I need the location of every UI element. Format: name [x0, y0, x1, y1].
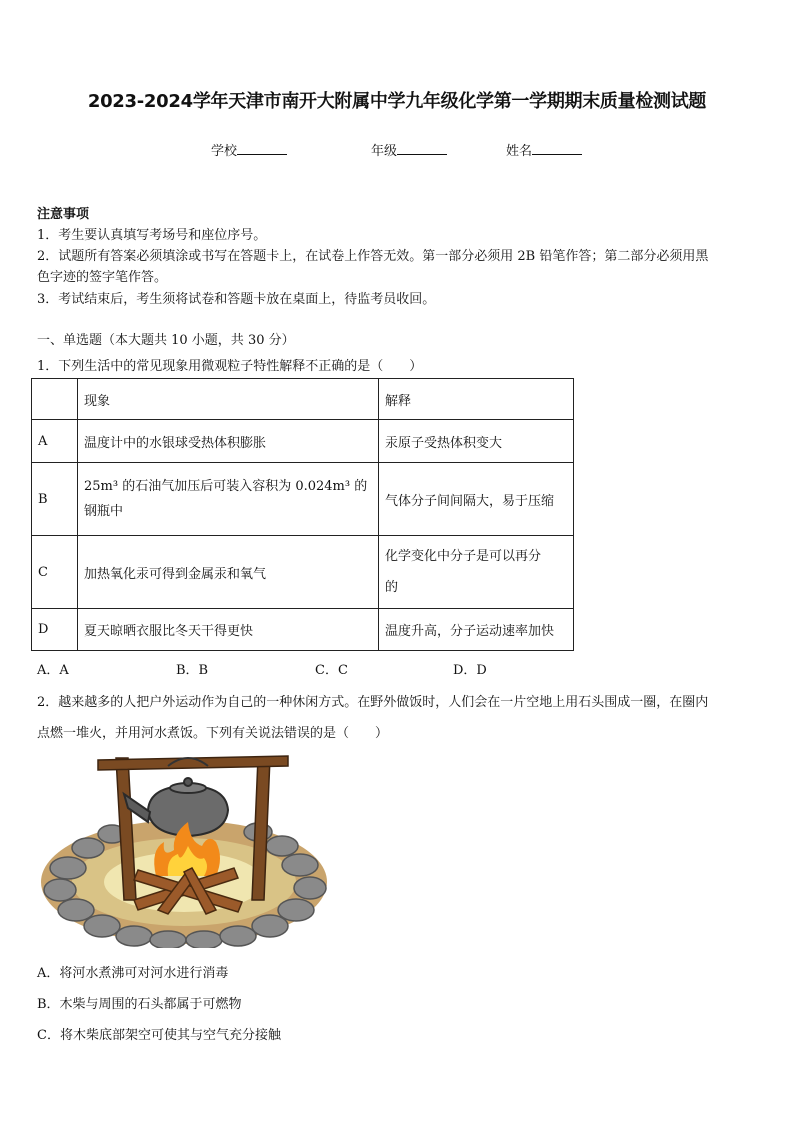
name-label: 姓名 — [506, 144, 533, 159]
table-row — [32, 609, 574, 651]
row-phenomenon: 温度计中的水银球受热体积膨胀 — [78, 420, 379, 463]
table-row — [32, 463, 574, 536]
row-phenomenon: 加热氧化汞可得到金属汞和氧气 — [78, 536, 379, 609]
grade-field — [371, 140, 447, 159]
question-2-option-c: C．将木柴底部架空可使其与空气充分接触 — [37, 1028, 281, 1043]
question-1-option-c: C．C — [315, 663, 348, 678]
notes-item-2-line-1: 2．试题所有答案必须填涂或书写在答题卡上，在试卷上作答无效。第一部分必须用 2B 铅笔作答；第二部分必须用黑 — [37, 249, 709, 264]
grade-label: 年级 — [371, 144, 398, 159]
question-1-option-d: D．D — [453, 663, 487, 678]
school-blank — [237, 142, 287, 155]
question-2-stem-line-2: 点燃一堆火，并用河水煮饭。下列有关说法错误的是（ ） — [37, 726, 389, 741]
question-1-table — [31, 378, 574, 651]
table-header-phenomenon: 现象 — [78, 379, 379, 420]
table-header-explanation: 解释 — [379, 379, 574, 420]
notes-item-2-line-2: 色字迹的签字笔作答。 — [37, 270, 168, 285]
name-field — [506, 140, 582, 159]
question-2-option-a: A．将河水煮沸可对河水进行消毒 — [37, 966, 229, 981]
row-explanation-line: 的 — [385, 580, 399, 595]
row-phenomenon — [78, 463, 379, 536]
table-row — [32, 420, 574, 463]
notes-heading: 注意事项 — [37, 207, 90, 222]
notes-item-3: 3．考试结束后，考生须将试卷和答题卡放在桌面上，待监考员收回。 — [37, 292, 436, 307]
school-field — [211, 140, 287, 159]
row-phenomenon-line: 钢瓶中 — [84, 504, 124, 519]
question-1-option-a: A．A — [37, 663, 69, 678]
campfire-illustration — [38, 750, 330, 948]
row-phenomenon-line: 25m³ 的石油气加压后可装入容积为 0.024m³ 的 — [84, 479, 368, 494]
question-1-stem: 1．下列生活中的常见现象用微观粒子特性解释不正确的是（ ） — [37, 359, 423, 374]
row-phenomenon: 夏天晾晒衣服比冬天干得更快 — [78, 609, 379, 651]
row-explanation: 气体分子间间隔大，易于压缩 — [379, 463, 574, 536]
school-label: 学校 — [211, 144, 238, 159]
row-explanation: 温度升高，分子运动速率加快 — [379, 609, 574, 651]
table-header-row — [32, 379, 574, 420]
row-label: D — [32, 609, 78, 651]
question-2-option-b: B．木柴与周围的石头都属于可燃物 — [37, 997, 242, 1012]
row-explanation-line: 化学变化中分子是可以再分 — [385, 549, 542, 564]
question-2-stem-line-1: 2．越来越多的人把户外运动作为自己的一种休闲方式。在野外做饭时，人们会在一片空地上用石头围成一圈，在圈内 — [37, 695, 709, 710]
table-header-cell — [32, 379, 78, 420]
row-explanation — [379, 536, 574, 609]
notes-item-1: 1．考生要认真填写考场号和座位序号。 — [37, 228, 267, 243]
section-heading: 一、单选题（本大题共 10 小题，共 30 分） — [37, 333, 295, 348]
row-label: A — [32, 420, 78, 463]
question-1-option-b: B．B — [176, 663, 209, 678]
row-label: B — [32, 463, 78, 536]
row-label: C — [32, 536, 78, 609]
table-row — [32, 536, 574, 609]
row-explanation: 汞原子受热体积变大 — [379, 420, 574, 463]
grade-blank — [397, 142, 447, 155]
page-title: 2023-2024学年天津市南开大附属中学九年级化学第一学期期末质量检测试题 — [87, 91, 707, 112]
name-blank — [532, 142, 582, 155]
